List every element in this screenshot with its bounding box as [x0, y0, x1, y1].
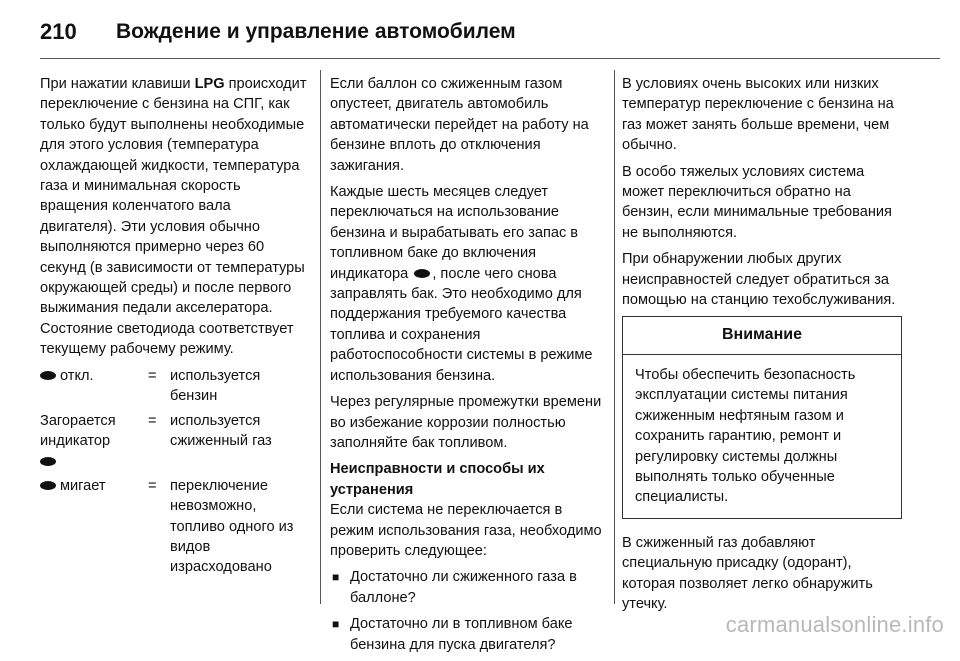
list-item: ■ Достаточно ли сжиженного газа в баллоне? [330, 567, 606, 608]
warning-box [622, 316, 902, 518]
page-number: 210 [40, 19, 77, 44]
paragraph-six-months: Каждые шесть месяцев следует переключаться на использование бензина и вырабатывать его запас в топливном баке до включения индикатора , после чего снова заправлять бак. Это необходимо для поддержания требуемого качества топлива и сохранения работоспособности системы в режиме использования бензина. [330, 184, 593, 384]
section-heading-troubleshooting: Неисправности и способы их устранения [330, 461, 545, 498]
lpg-indicator-icon [414, 269, 430, 278]
column-divider-1 [320, 70, 321, 604]
list-item: ■ Достаточно ли в топливном баке бензина для пуска двигателя? [330, 614, 606, 655]
column-3 [622, 74, 902, 620]
legend-row-blink: мигает = переключение невозможно, топливо одного из видов израсходовано [40, 476, 308, 578]
legend-row-off: откл. = используется бензин [40, 366, 308, 407]
column-2 [330, 74, 606, 661]
paragraph-harsh-conditions: В особо тяжелых условиях система может переключиться обратно на бензин, если минимальные требования не выполняются. [622, 163, 892, 241]
lpg-indicator-icon [40, 371, 56, 380]
warning-text: Чтобы обеспечить безопасность эксплуатации системы питания сжиженным нефтяным газом и сохранить гарантию, ремонт и регулировку системы должны выполнять только обученные специалисты. [635, 366, 856, 506]
header-rule [40, 58, 940, 59]
intro-paragraph: При нажатии клавиши LPG происходит переключение с бензина на СПГ, как только будут выполнены необходимые для этого условия (температура охлаждающей жидкости, температура газа и минимальная скорость вращения коленчатого вала двигателя). Эти условия обычно выполняются примерно через 60 секунд (в зависимости от температуры окружающей среды) и после первого выжимания педали акселератора. Состояние светодиода соответствует текущему рабочему режиму. [40, 76, 307, 358]
page-title: Вождение и управление автомобилем [116, 20, 516, 43]
lpg-key-label: LPG [194, 76, 225, 92]
paragraph-odorant: В сжиженный газ добавляют специальную присадку (одорант), которая позволяет легко обнаружить утечку. [622, 534, 873, 612]
column-1 [40, 74, 308, 578]
paragraph-service: При обнаружении любых других неисправностей следует обратиться за помощью на станцию техобслуживания. [622, 251, 896, 309]
legend-row-on: Загорается индикатор = используется сжиженный газ [40, 411, 308, 472]
paragraph-temperatures: В условиях очень высоких или низких температур переключение с бензина на газ может занять больше времени, чем обычно. [622, 76, 894, 154]
paragraph-empty-tank: Если баллон со сжиженным газом опустеет, двигатель автомобиль автоматически перейдет на работу на бензине вплоть до отключения зажигания. [330, 76, 589, 174]
warning-title: Внимание [623, 317, 901, 354]
lpg-indicator-icon [40, 457, 56, 466]
paragraph-check: Если система не переключается в режим использования газа, необходимо проверить следующее: [330, 502, 602, 559]
lpg-indicator-icon [40, 481, 56, 490]
watermark: carmanualsonline.info [725, 612, 944, 637]
paragraph-corrosion: Через регулярные промежутки времени во избежание коррозии полностью заполняйте бак топливом. [330, 394, 602, 451]
page-header [40, 14, 516, 50]
column-divider-2 [614, 70, 615, 604]
